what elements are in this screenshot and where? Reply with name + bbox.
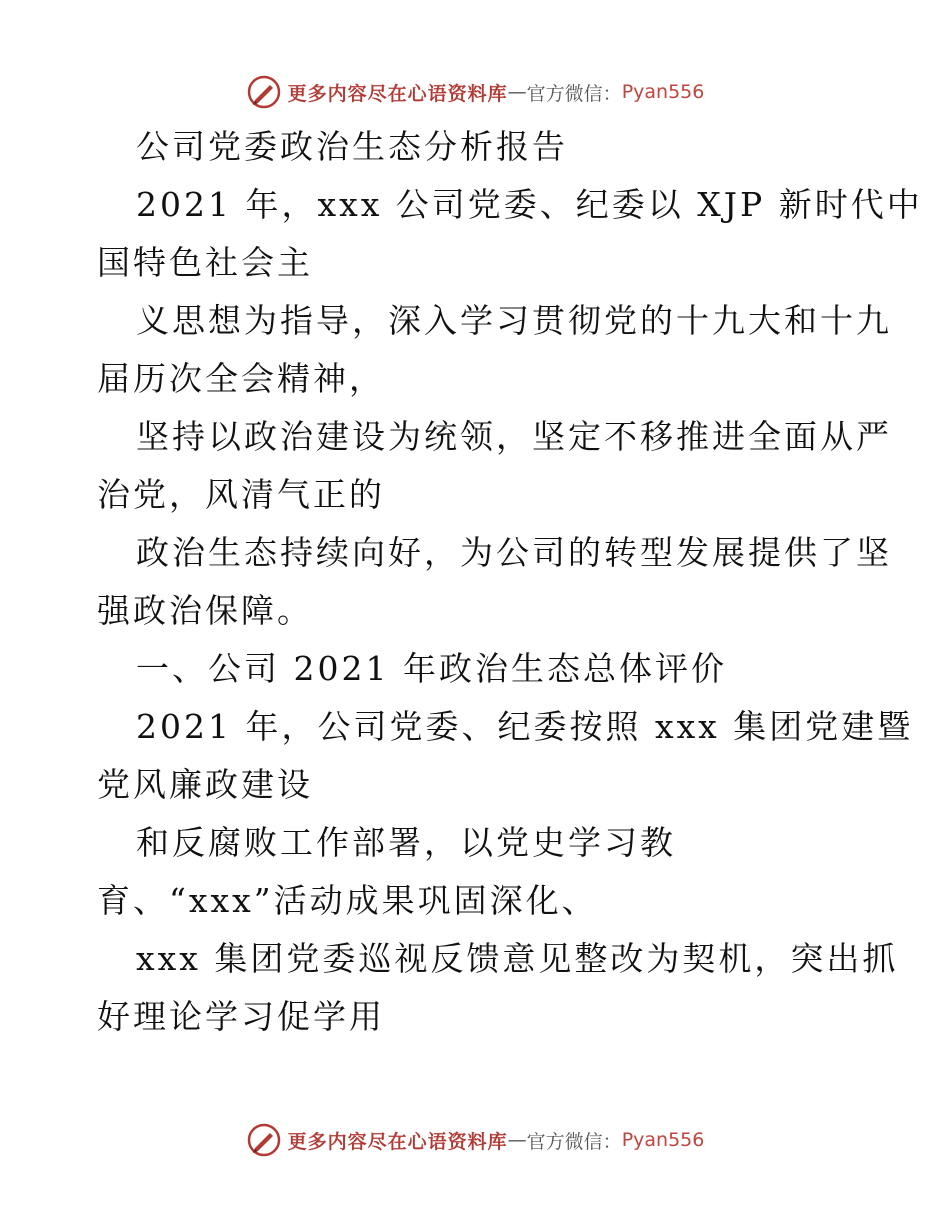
pen-logo-icon (246, 74, 282, 110)
watermark-text: 更多内容尽在心语资料库 (287, 82, 508, 105)
watermark-dash: — (507, 1129, 527, 1151)
doc-line: 强政治保障。 (97, 591, 313, 630)
doc-line: 义思想为指导，深入学习贯彻党的十九大和十九 (136, 301, 892, 340)
doc-line: 公司党委政治生态分析报告 (136, 127, 568, 166)
watermark-id: Pyan556 (621, 81, 705, 103)
watermark-label: 官方微信： (526, 1130, 622, 1153)
doc-line: 育、“xxx”活动成果巩固深化、 (97, 881, 598, 920)
pen-logo-icon (246, 1122, 282, 1158)
doc-line: 治党，风清气正的 (97, 475, 385, 514)
watermark-text: 更多内容尽在心语资料库 (287, 1130, 508, 1153)
document-body (97, 118, 923, 1046)
doc-line: xxx 集团党委巡视反馈意见整改为契机，突出抓 (136, 939, 899, 978)
doc-line: 国特色社会主 (97, 243, 313, 282)
watermark-id: Pyan556 (621, 1129, 705, 1151)
watermark-header (0, 72, 950, 112)
doc-line: 2021 年，xxx 公司党委、纪委以 XJP 新时代中 (136, 185, 923, 224)
doc-line: 党风廉政建设 (97, 765, 313, 804)
watermark-label: 官方微信： (526, 82, 622, 105)
doc-line: 届历次全会精神， (97, 359, 385, 398)
doc-line: 2021 年，公司党委、纪委按照 xxx 集团党建暨 (136, 707, 914, 746)
watermark-dash: — (507, 81, 527, 103)
watermark-footer (0, 1120, 950, 1160)
doc-line: 好理论学习促学用 (97, 997, 385, 1036)
doc-line: 坚持以政治建设为统领，坚定不移推进全面从严 (136, 417, 892, 456)
doc-line: 一、公司 2021 年政治生态总体评价 (136, 649, 727, 688)
doc-line: 和反腐败工作部署，以党史学习教 (136, 823, 676, 862)
doc-line: 政治生态持续向好，为公司的转型发展提供了坚 (136, 533, 892, 572)
